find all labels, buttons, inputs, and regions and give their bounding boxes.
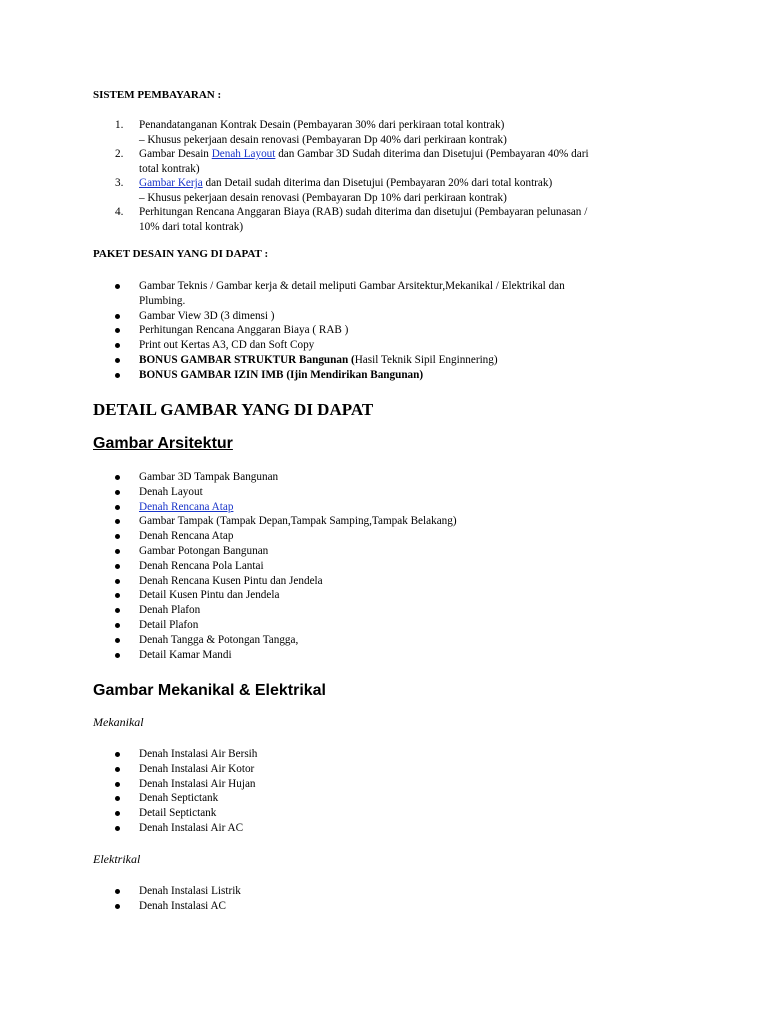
bullet-icon <box>115 608 120 613</box>
list-text: Detail Plafon <box>139 618 199 631</box>
mekanikal-list <box>93 747 673 836</box>
list-text: – Khusus pekerjaan desain renovasi (Pembayaran Dp 40% dari perkiraan kontrak) <box>139 133 507 146</box>
list-item <box>93 338 673 353</box>
list-item <box>93 899 673 914</box>
list-item <box>93 821 673 836</box>
bullet-icon <box>115 328 120 333</box>
paket-desain-heading: PAKET DESAIN YANG DI DAPAT : <box>93 248 269 260</box>
list-item <box>93 309 673 324</box>
bullet-icon <box>115 284 120 289</box>
bullet-icon <box>115 490 120 495</box>
list-text: Gambar Teknis / Gambar kerja & detail meliputi Gambar Arsitektur,Mekanikal / Elektrikal dan <box>139 280 565 292</box>
list-item <box>93 279 673 309</box>
list-text: Detail Septictank <box>139 807 217 820</box>
arsitektur-list <box>93 470 673 662</box>
list-text: Denah Instalasi Air Bersih <box>139 748 258 760</box>
detail-gambar-heading: DETAIL GAMBAR YANG DI DAPAT <box>93 400 374 419</box>
list-item <box>93 147 673 176</box>
list-text: dan Detail sudah diterima dan Disetujui (Pembayaran 20% dari total kontrak) <box>202 177 553 189</box>
list-text: Denah Instalasi Air Kotor <box>139 762 255 775</box>
list-text: Print out Kertas A3, CD dan Soft Copy <box>139 339 315 352</box>
list-text: Denah Instalasi Listrik <box>139 885 241 897</box>
list-item <box>93 791 673 806</box>
list-text: Denah Layout <box>139 485 203 498</box>
list-item <box>93 514 673 529</box>
list-text-bold: BONUS GAMBAR STRUKTUR Bangunan ( <box>139 353 355 366</box>
bullet-icon <box>115 889 120 894</box>
list-text: Denah Septictank <box>139 792 219 805</box>
list-item <box>93 618 673 633</box>
list-item <box>93 205 673 234</box>
mekanikal-label: Mekanikal <box>93 715 144 729</box>
bullet-icon <box>115 564 120 569</box>
bullet-icon <box>115 904 120 909</box>
bullet-icon <box>115 653 120 658</box>
list-text: Denah Instalasi Air AC <box>139 821 244 834</box>
list-text: Denah Tangga & Potongan Tangga, <box>139 633 299 646</box>
gambar-arsitektur-heading: Gambar Arsitektur <box>93 435 233 452</box>
gambar-mekel-heading: Gambar Mekanikal & Elektrikal <box>93 682 326 699</box>
list-text: Gambar Tampak (Tampak Depan,Tampak Samping,Tampak Belakang) <box>139 515 457 528</box>
list-number: 4. <box>115 206 124 218</box>
list-text: Gambar Potongan Bangunan <box>139 544 269 557</box>
list-text: Denah Instalasi AC <box>139 899 226 912</box>
denah-rencana-atap-link[interactable]: Denah Rencana Atap <box>139 500 234 513</box>
list-number: 2. <box>115 148 124 160</box>
bullet-icon <box>115 534 120 539</box>
list-text: Gambar 3D Tampak Bangunan <box>139 471 279 483</box>
list-item <box>93 777 673 792</box>
list-text: Plumbing. <box>139 294 186 307</box>
list-item <box>93 588 673 603</box>
list-item <box>93 485 673 500</box>
list-item <box>93 574 673 589</box>
sistem-pembayaran-heading: SISTEM PEMBAYARAN : <box>93 89 222 101</box>
bullet-icon <box>115 593 120 598</box>
list-number: 3. <box>115 177 124 189</box>
list-item <box>93 176 673 205</box>
bullet-icon <box>115 373 120 378</box>
list-item <box>93 368 673 383</box>
list-text: Denah Rencana Atap <box>139 530 234 543</box>
list-text: Denah Rencana Pola Lantai <box>139 559 264 572</box>
bullet-icon <box>115 811 120 816</box>
list-item <box>93 747 673 762</box>
list-text: Perhitungan Rencana Anggaran Biaya (RAB) sudah diterima dan disetujui (Pembayaran pelunasan / <box>139 206 588 218</box>
bullet-icon <box>115 358 120 363</box>
list-item <box>93 353 673 368</box>
list-item <box>93 323 673 338</box>
list-item <box>93 603 673 618</box>
bullet-icon <box>115 826 120 831</box>
list-text: Detail Kusen Pintu dan Jendela <box>139 589 280 602</box>
gambar-kerja-link[interactable]: Gambar Kerja <box>139 177 203 189</box>
list-text: Denah Instalasi Air Hujan <box>139 777 256 790</box>
bullet-icon <box>115 519 120 524</box>
list-text: Penandatanganan Kontrak Desain (Pembayaran 30% dari perkiraan total kontrak) <box>139 119 505 131</box>
list-text: Denah Plafon <box>139 604 201 617</box>
bullet-icon <box>115 579 120 584</box>
bullet-icon <box>115 752 120 757</box>
paket-desain-list <box>93 279 673 383</box>
list-text: dan Gambar 3D Sudah diterima dan Disetujui (Pembayaran 40% dari <box>275 148 589 160</box>
sistem-pembayaran-list <box>93 118 673 234</box>
list-item <box>93 529 673 544</box>
list-item <box>93 559 673 574</box>
bullet-icon <box>115 343 120 348</box>
list-number: 1. <box>115 119 124 131</box>
list-item <box>93 544 673 559</box>
elektrikal-list <box>93 884 673 914</box>
list-item <box>93 762 673 777</box>
bullet-icon <box>115 782 120 787</box>
bullet-icon <box>115 767 120 772</box>
bullet-icon <box>115 623 120 628</box>
elektrikal-label: Elektrikal <box>93 852 141 866</box>
list-item <box>93 806 673 821</box>
bullet-icon <box>115 549 120 554</box>
list-text: Gambar Desain <box>139 148 212 160</box>
list-text: total kontrak) <box>139 162 200 175</box>
denah-layout-link[interactable]: Denah Layout <box>211 148 276 160</box>
bullet-icon <box>115 475 120 480</box>
list-item <box>93 500 673 515</box>
list-text-bold: BONUS GAMBAR IZIN IMB (Ijin Mendirikan Bangunan) <box>139 368 424 381</box>
list-item <box>93 470 673 485</box>
bullet-icon <box>115 314 120 319</box>
list-text: Perhitungan Rencana Anggaran Biaya ( RAB ) <box>139 324 349 337</box>
list-text: Denah Rencana Kusen Pintu dan Jendela <box>139 574 323 587</box>
list-text: 10% dari total kontrak) <box>139 220 244 233</box>
bullet-icon <box>115 796 120 801</box>
list-item <box>93 884 673 899</box>
list-item <box>93 118 673 147</box>
list-text: Detail Kamar Mandi <box>139 648 232 661</box>
list-text: Gambar View 3D (3 dimensi ) <box>139 309 275 322</box>
bullet-icon <box>115 638 120 643</box>
list-text: Hasil Teknik Sipil Enginnering) <box>354 353 498 366</box>
list-text: – Khusus pekerjaan desain renovasi (Pembayaran Dp 10% dari perkiraan kontrak) <box>139 191 507 204</box>
list-item <box>93 648 673 663</box>
bullet-icon <box>115 505 120 510</box>
list-item <box>93 633 673 648</box>
